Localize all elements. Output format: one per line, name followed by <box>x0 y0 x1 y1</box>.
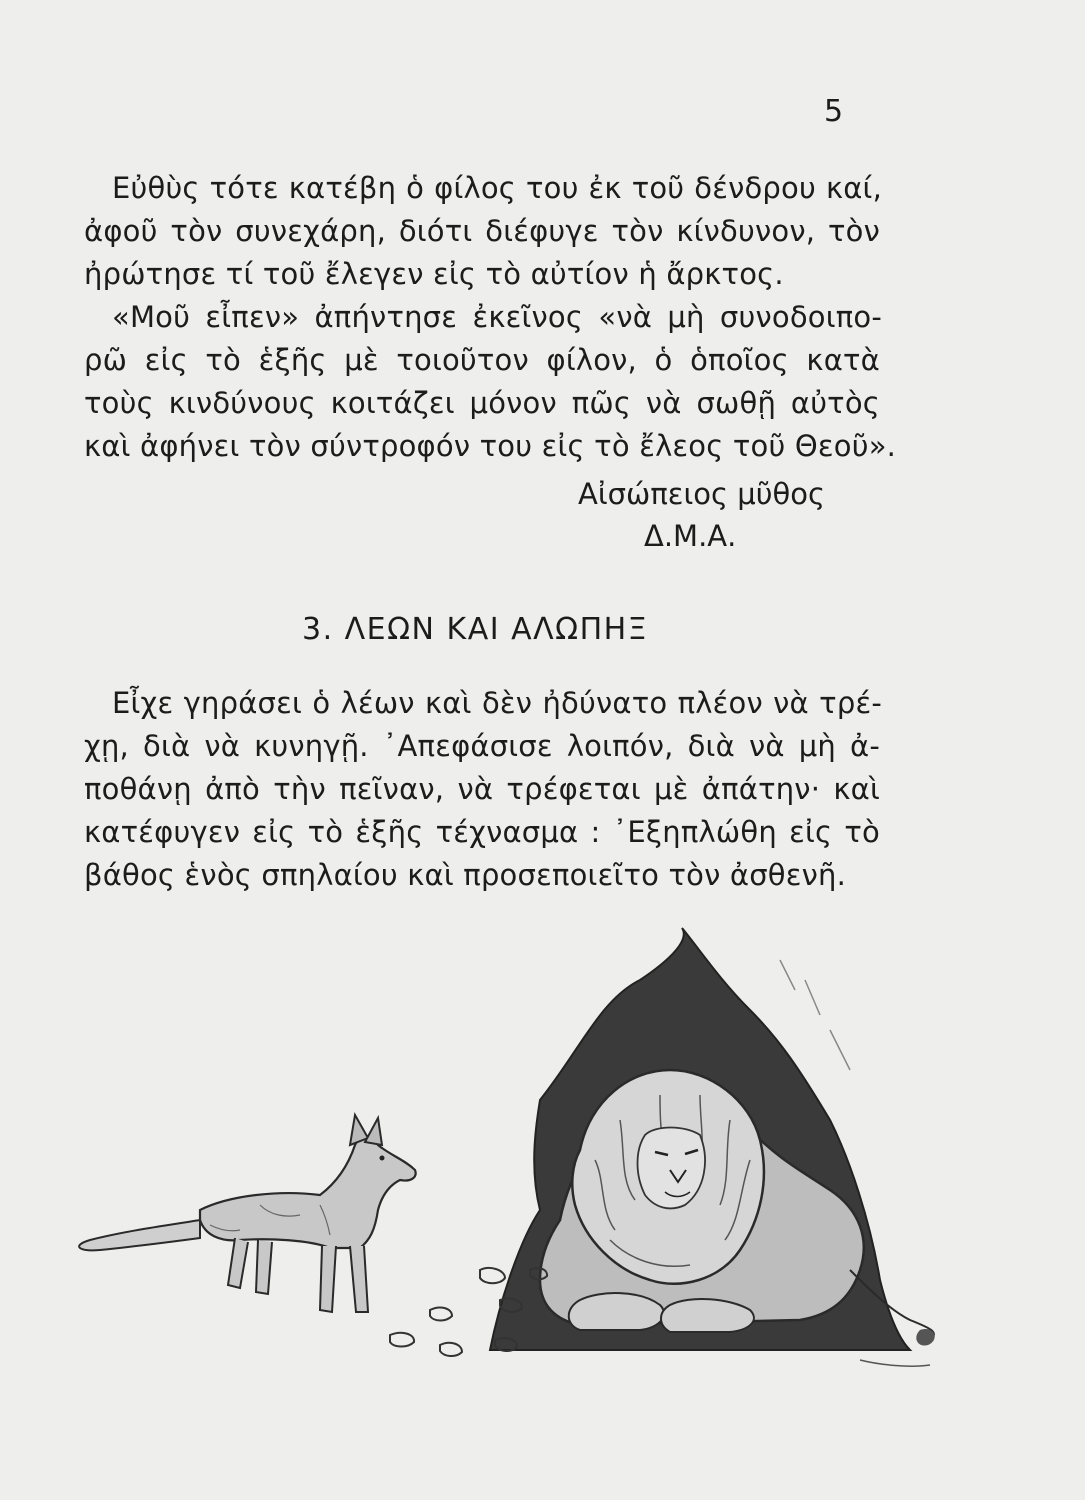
fable1-line-2: ἀφοῦ τὸν συνεχάρη, διότι διέφυγε τὸν κίνδυνον, τὸν <box>84 214 880 248</box>
ground-line <box>860 1360 930 1366</box>
fox <box>79 1115 416 1312</box>
fable1-line-5: ρῶ εἰς τὸ ἑξῆς μὲ τοιοῦτον φίλον, ὁ ὁποῖος κατὰ <box>84 343 880 377</box>
fable2-line-1: Εἶχε γηράσει ὁ λέων καὶ δὲν ἠδύνατο πλέον νὰ τρέ- <box>112 686 882 720</box>
fable2-line-4: κατέφυγεν εἰς τὸ ἑξῆς τέχνασμα : ᾿Εξηπλώθη εἰς τὸ <box>84 815 880 849</box>
fable1-line-3: ἠρώτησε τί τοῦ ἔλεγεν εἰς τὸ αὐτίον ἡ ἄρκτος. <box>84 257 784 291</box>
fable1-line-7: καὶ ἀφήνει τὸν σύντροφόν του εἰς τὸ ἔλεος τοῦ Θεοῦ». <box>84 429 897 463</box>
fable1-initials: Δ.Μ.Α. <box>644 519 737 553</box>
fable2-line-3: ποθάνῃ ἀπὸ τὴν πεῖναν, νὰ τρέφεται μὲ ἀπάτην· καὶ <box>84 772 880 806</box>
fable1-source: Αἰσώπειος μῦθος <box>578 477 825 511</box>
fable2-title: 3. ΛΕΩΝ ΚΑΙ ΑΛΩΠΗΞ <box>302 612 649 647</box>
fable1-line-1: Εὐθὺς τότε κατέβη ὁ φίλος του ἐκ τοῦ δένδρου καί, <box>112 171 882 205</box>
fable-illustration <box>60 920 960 1390</box>
page-number: 5 <box>824 94 844 129</box>
fable1-line-6: τοὺς κινδύνους κοιτάζει μόνον πῶς νὰ σωθῇ αὐτὸς <box>84 386 880 420</box>
fable2-line-5: βάθος ἑνὸς σπηλαίου καὶ προσεποιεῖτο τὸν ἀσθενῆ. <box>84 858 847 892</box>
fable1-line-4: «Μοῦ εἶπεν» ἀπήντησε ἐκεῖνος «νὰ μὴ συνοδοιπο- <box>112 300 882 334</box>
fable2-line-2: χῃ, διὰ νὰ κυνηγῇ. ᾿Απεφάσισε λοιπόν, διὰ νὰ μὴ ἀ- <box>84 729 880 763</box>
cave-edge-strokes <box>780 960 850 1070</box>
